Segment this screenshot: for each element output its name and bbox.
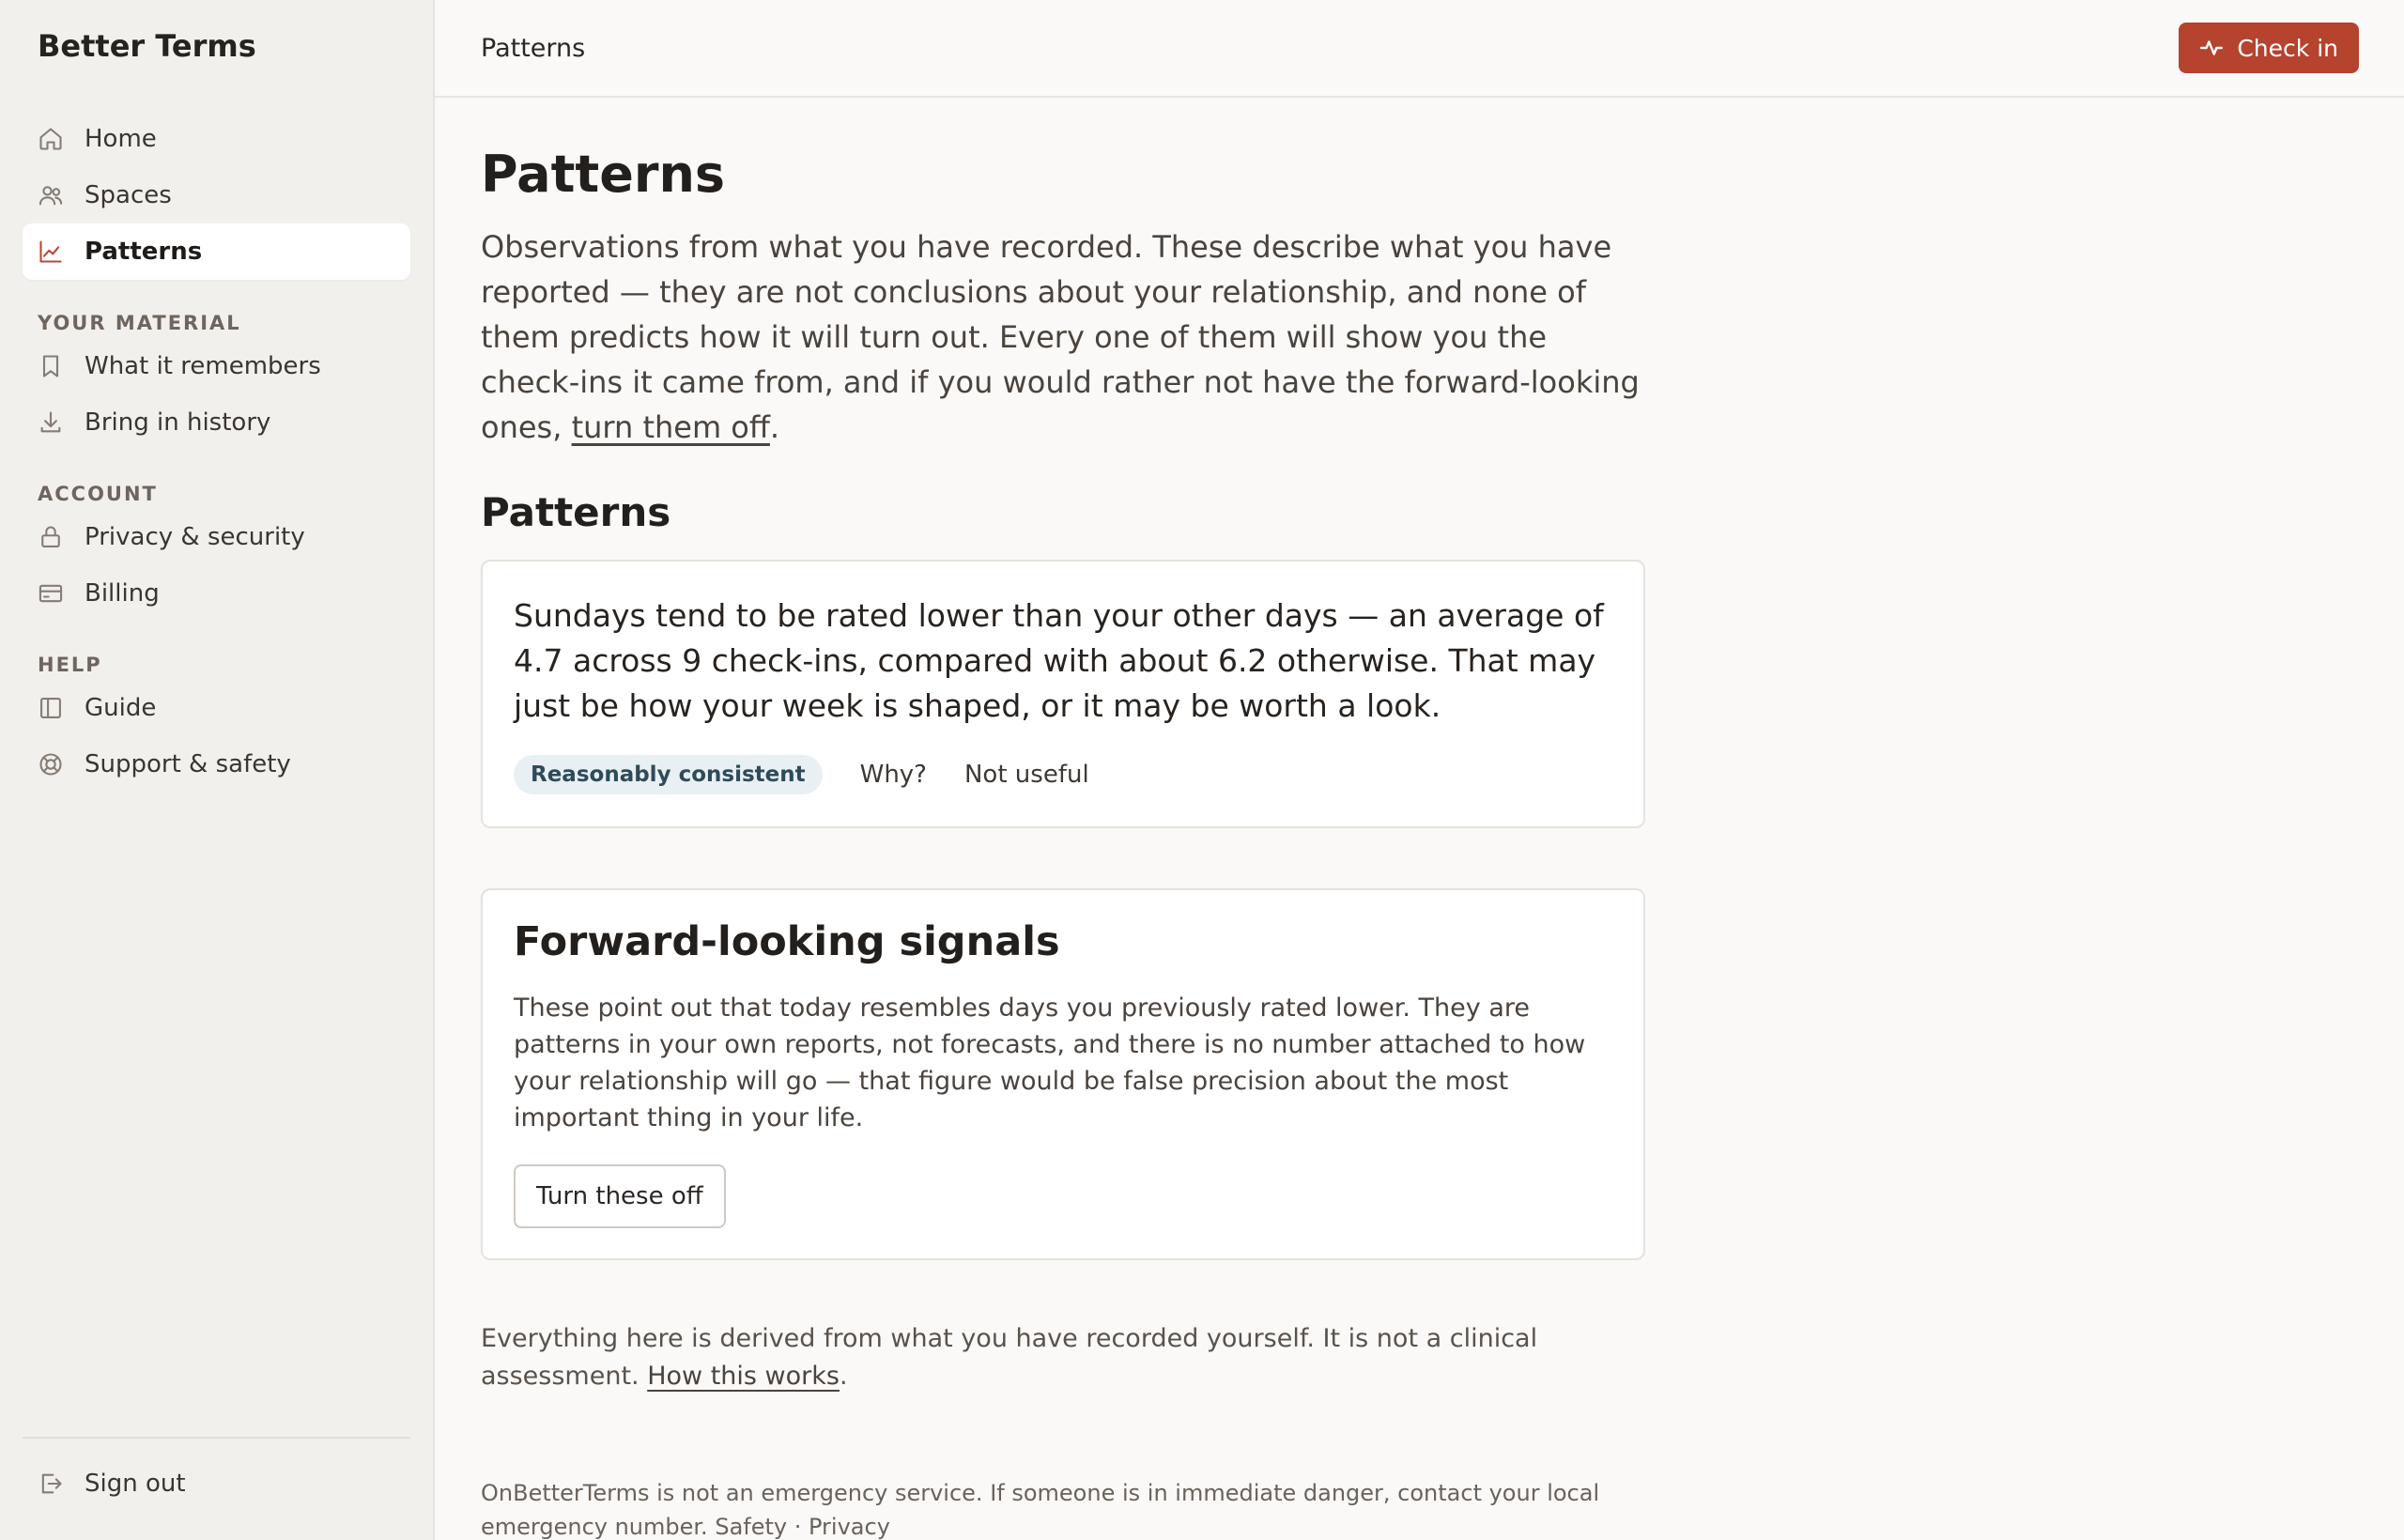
why-button[interactable]: Why? xyxy=(859,761,927,789)
sidebar-footer xyxy=(23,1437,410,1540)
sidebar-item-label: Support & safety xyxy=(85,750,291,778)
sign-out-label: Sign out xyxy=(85,1470,186,1498)
safety-link[interactable]: Safety xyxy=(715,1514,788,1540)
sidebar-item-guide[interactable] xyxy=(23,680,410,736)
derivation-note xyxy=(481,1320,1645,1395)
credit-card-icon xyxy=(38,580,64,607)
sidebar-item-label: Patterns xyxy=(85,238,203,266)
forward-signals-text: These point out that today resembles days you previously rated lower. They are patterns in your own reports, not forecasts, and there is no number attached to how your relationship will go — that figure would be false precision about the most important thing in your life. xyxy=(514,993,1586,1132)
page-content xyxy=(481,98,1645,1395)
sidebar-item-patterns[interactable] xyxy=(23,223,410,280)
sidebar-item-label: Guide xyxy=(85,694,157,722)
intro-end: . xyxy=(769,409,780,445)
how-this-works-link[interactable]: How this works xyxy=(647,1362,840,1391)
sidebar-item-spaces[interactable] xyxy=(23,167,410,223)
check-in-label: Check in xyxy=(2237,34,2338,62)
sidebar-item-label: Billing xyxy=(85,579,160,608)
pattern-actions xyxy=(514,755,1612,794)
legal-separator: · xyxy=(787,1514,809,1540)
sidebar-item-privacy-security[interactable] xyxy=(23,509,410,565)
pattern-text: Sundays tend to be rated lower than your other days — an average of 4.7 across 9 check-ins, compared with about 6.2 otherwise. That may just be how your week is shaped, or it may be worth a look. xyxy=(514,597,1604,724)
footnote-text: Everything here is derived from what you have recorded yourself. It is not a clinical assessment. xyxy=(481,1324,1538,1391)
users-icon xyxy=(38,182,64,208)
sidebar-item-label: What it remembers xyxy=(85,352,321,380)
not-useful-button[interactable]: Not useful xyxy=(963,761,1089,789)
section-label-account: ACCOUNT xyxy=(38,483,158,505)
sidebar-item-billing[interactable] xyxy=(23,565,410,622)
lock-icon xyxy=(38,524,64,550)
page-title: Patterns xyxy=(481,145,726,204)
topbar xyxy=(435,0,2404,98)
sidebar-item-support-safety[interactable] xyxy=(23,736,410,793)
bookmark-icon xyxy=(38,353,64,379)
book-icon xyxy=(38,695,64,721)
sidebar-item-bring-in-history[interactable] xyxy=(23,394,410,451)
legal-text: OnBetterTerms is not an emergency service. If someone is in immediate danger, contact your local emergency number. xyxy=(481,1480,1600,1540)
turn-them-off-link[interactable]: turn them off xyxy=(571,409,770,445)
confidence-badge: Reasonably consistent xyxy=(514,755,823,794)
lifebuoy-icon xyxy=(38,751,64,778)
sidebar xyxy=(0,0,435,1540)
download-icon xyxy=(38,409,64,436)
brand-logo[interactable]: Better Terms xyxy=(38,28,256,64)
sidebar-item-label: Spaces xyxy=(85,181,172,209)
page-intro xyxy=(481,224,1645,450)
footnote-end: . xyxy=(839,1362,848,1391)
section-label-your-material: YOUR MATERIAL xyxy=(38,312,241,334)
privacy-link[interactable]: Privacy xyxy=(809,1514,890,1540)
intro-text: Observations from what you have recorded. These describe what you have reported — they are not conclusions about your relationship, and none of them predicts how it will turn out. Every one of them will show you the check-ins it came from, and if you would rather not have the forward-looking ones, xyxy=(481,229,1640,445)
forward-signals-card xyxy=(481,888,1645,1260)
pulse-icon xyxy=(2199,36,2224,60)
legal-notice xyxy=(481,1476,1608,1540)
chart-line-icon xyxy=(38,239,64,265)
sidebar-item-label: Home xyxy=(85,125,157,153)
sidebar-item-label: Privacy & security xyxy=(85,523,305,551)
section-label-help: HELP xyxy=(38,654,102,676)
sign-out-icon xyxy=(38,1471,64,1497)
sidebar-item-label: Bring in history xyxy=(85,408,271,437)
sidebar-item-home[interactable] xyxy=(23,111,410,167)
section-title-patterns: Patterns xyxy=(481,489,671,535)
sidebar-nav xyxy=(23,111,410,793)
check-in-button[interactable] xyxy=(2179,23,2359,73)
turn-these-off-button[interactable]: Turn these off xyxy=(514,1164,726,1228)
main-area xyxy=(435,0,2404,1540)
sign-out-button[interactable] xyxy=(23,1455,410,1512)
topbar-title: Patterns xyxy=(481,33,586,63)
pattern-card xyxy=(481,560,1645,828)
sidebar-item-what-it-remembers[interactable] xyxy=(23,338,410,394)
forward-signals-title: Forward-looking signals xyxy=(514,918,1060,965)
home-icon xyxy=(38,126,64,152)
